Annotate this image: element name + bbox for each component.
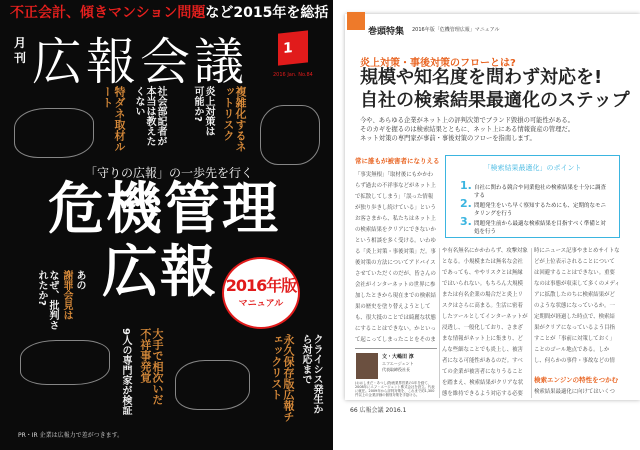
lead-line: 今や、あらゆる企業がネット上の評判次第でブランド毀損の可能性がある。 bbox=[360, 117, 574, 124]
author-title: 代表取締役社長 bbox=[382, 367, 410, 372]
point-number: 1. bbox=[460, 179, 472, 192]
col1-text: 「事実無根」「取材後にもかかわらず過去の不祥事などがネット上で拡散してしまう」「誤った情報が独り歩きし続けている」というお客さまから、私たちはネット上の検索結果をクリアにできないかという相談を多く受ける。いわゆる「炎上対策・事後対策」だ。事後対策の方法についてアドバイスさせていただくのだが、皆さんの会社がインターネットの世界に参加したときから現在までの検索結果の歴史を塗り替えようとしても、很大抵のことでは綺麗な状態にすることはできない。かといって起こってしまったことをそのま bbox=[355, 172, 436, 343]
headline-line1: 規模や知名度を問わず対応を! bbox=[360, 67, 603, 88]
section-subtitle: 2016年版「危機管理広報」マニュアル bbox=[412, 27, 500, 33]
author-name: 文・大嶋田 淳 bbox=[382, 354, 414, 360]
monthly-label: 月刊 bbox=[14, 36, 27, 65]
point-text: 自社に関わる競合や同業他社の検索結果を十分に調査する bbox=[474, 185, 607, 199]
top-line-red: 不正会計、傾きマンション問題 bbox=[10, 5, 206, 21]
cover-footer: PR・IR 企業は広報力で差がつきます。 bbox=[18, 432, 124, 439]
issue-info: 2016 Jan. No.84 bbox=[273, 72, 313, 78]
points-box-title: 「検索結果最適化」のポイント bbox=[483, 164, 582, 172]
section-cube-icon bbox=[347, 12, 365, 30]
lead-line: そのカギを握るのは検索結果とともに、ネット上にある情報資産の管理だ。 bbox=[360, 126, 575, 133]
illustration-running-man bbox=[260, 105, 320, 165]
point-item bbox=[460, 215, 609, 236]
story-checklist-white: クライシス発生から対応まで bbox=[300, 334, 322, 414]
illustration-crisis bbox=[175, 360, 250, 410]
story-scandal-orange: 大手で相次いだ不祥事発覚 bbox=[138, 328, 164, 405]
col2-text: や有名無名にかかわらず、攻撃対象となる。小規模または無名な会社であっても、ややリスクとは無縁ではいられない。もちろん大規模または有名企業の場合だと炎上リスクはさらに高まる。生活に密着したツールとしてインターネットが浸透し、一般化しており、さまざまな情報がネット上に集まり、どんな些細なことでも炎上し、被害者になる可能性があるのだ。すべての企業が被害者になりうることを踏まえ、検索結果がクリアな状態を維持できるよう対応する必要 bbox=[442, 248, 528, 396]
tagline: 「守りの広報」の一歩先を行く bbox=[85, 166, 254, 180]
author-photo bbox=[356, 353, 378, 379]
col3-text: 時にニュース記事やまとめサイトなどが上位表示されることについては回避することはできない。重要なのは事態が収束して多くのメディアに拡散したのちに検索結果がどのような状態になっているか。一定期間が経過した時点で、検索結果がクリアになっているよう目指すことが「事前に対策しておく」ことのゴール地点である。しかし、何らかの事件・事故などの情 bbox=[534, 248, 620, 364]
story-apology-2: 謝罪会見は bbox=[61, 270, 72, 320]
col3-heading: 検索エンジンの特性をつかむ bbox=[534, 376, 619, 384]
author-company: エフエージェント bbox=[382, 361, 414, 366]
col1-heading: 常に誰もが被害者になりえる bbox=[355, 157, 440, 165]
story-scandal-white: 9人の専門家が検証 bbox=[120, 328, 131, 415]
story-socialdesk-white: 社会部記者が本当は教えたくない bbox=[133, 86, 166, 146]
story-netrisk-orange: 複雑化するネットリスク bbox=[221, 86, 247, 152]
cover-top-line bbox=[10, 2, 328, 22]
illustration-press-conference bbox=[20, 340, 110, 385]
point-item bbox=[460, 179, 609, 200]
point-item bbox=[460, 197, 609, 218]
story-apology-1: あの bbox=[74, 270, 85, 290]
author-profile bbox=[355, 348, 437, 396]
seal-manual: マニュアル bbox=[238, 299, 284, 309]
illustration-reporters bbox=[14, 108, 94, 158]
headline-line2: 自社の検索結果最適化のステップ bbox=[360, 90, 630, 111]
story-socialdesk-orange: 特ダネ取材ルート bbox=[100, 86, 126, 152]
main-title-line2: 広報 bbox=[102, 240, 218, 305]
author-bio: (おおしまだ・あつし)物流業界営業の1年を経て、2008年にエフ・エージェント株式会社を設立。代表に就任。2009年から評判対策を、これまで約1,300件以上の企業評価の個別対策を手掛ける。 bbox=[355, 381, 435, 397]
main-title-line1: 危機管理 bbox=[48, 177, 280, 242]
column-divider bbox=[531, 248, 532, 398]
lead-line: ネット対策の専門家が事前・事後対策のフローを指南します。 bbox=[360, 135, 536, 142]
page-footer: 66 広報会議 2016.1 bbox=[350, 407, 407, 414]
point-number: 3. bbox=[460, 215, 472, 228]
article-kicker: 炎上対策・事後対策のフローとは? bbox=[360, 58, 516, 69]
edition-seal bbox=[222, 257, 300, 329]
story-apology-3: なぜ、批判されたか? bbox=[36, 270, 58, 330]
issue-cube: 1 bbox=[278, 30, 308, 65]
top-line-white: など2015年を総括 bbox=[205, 5, 329, 21]
story-checklist-orange: 永久保存版広報チェックリスト bbox=[269, 334, 295, 422]
points-box bbox=[445, 155, 620, 238]
column-divider bbox=[439, 248, 440, 398]
point-text: 問題発生前から最適な検索結果を目指すべく準備と対処を行う bbox=[474, 221, 606, 235]
col3-text-2: 検索結果最適化に向けてはいくつ bbox=[534, 389, 615, 395]
magazine-logo: 広報会議 bbox=[32, 33, 248, 91]
section-label: 巻頭特集 bbox=[368, 27, 405, 37]
point-number: 2. bbox=[460, 197, 472, 210]
point-text: 問題発生をいち早く察知するためにも、定期的なモニタリングを行う bbox=[474, 203, 607, 217]
story-netrisk-white: 炎上対策は可能か? bbox=[192, 86, 214, 136]
seal-year: 2016年版 bbox=[225, 276, 297, 295]
